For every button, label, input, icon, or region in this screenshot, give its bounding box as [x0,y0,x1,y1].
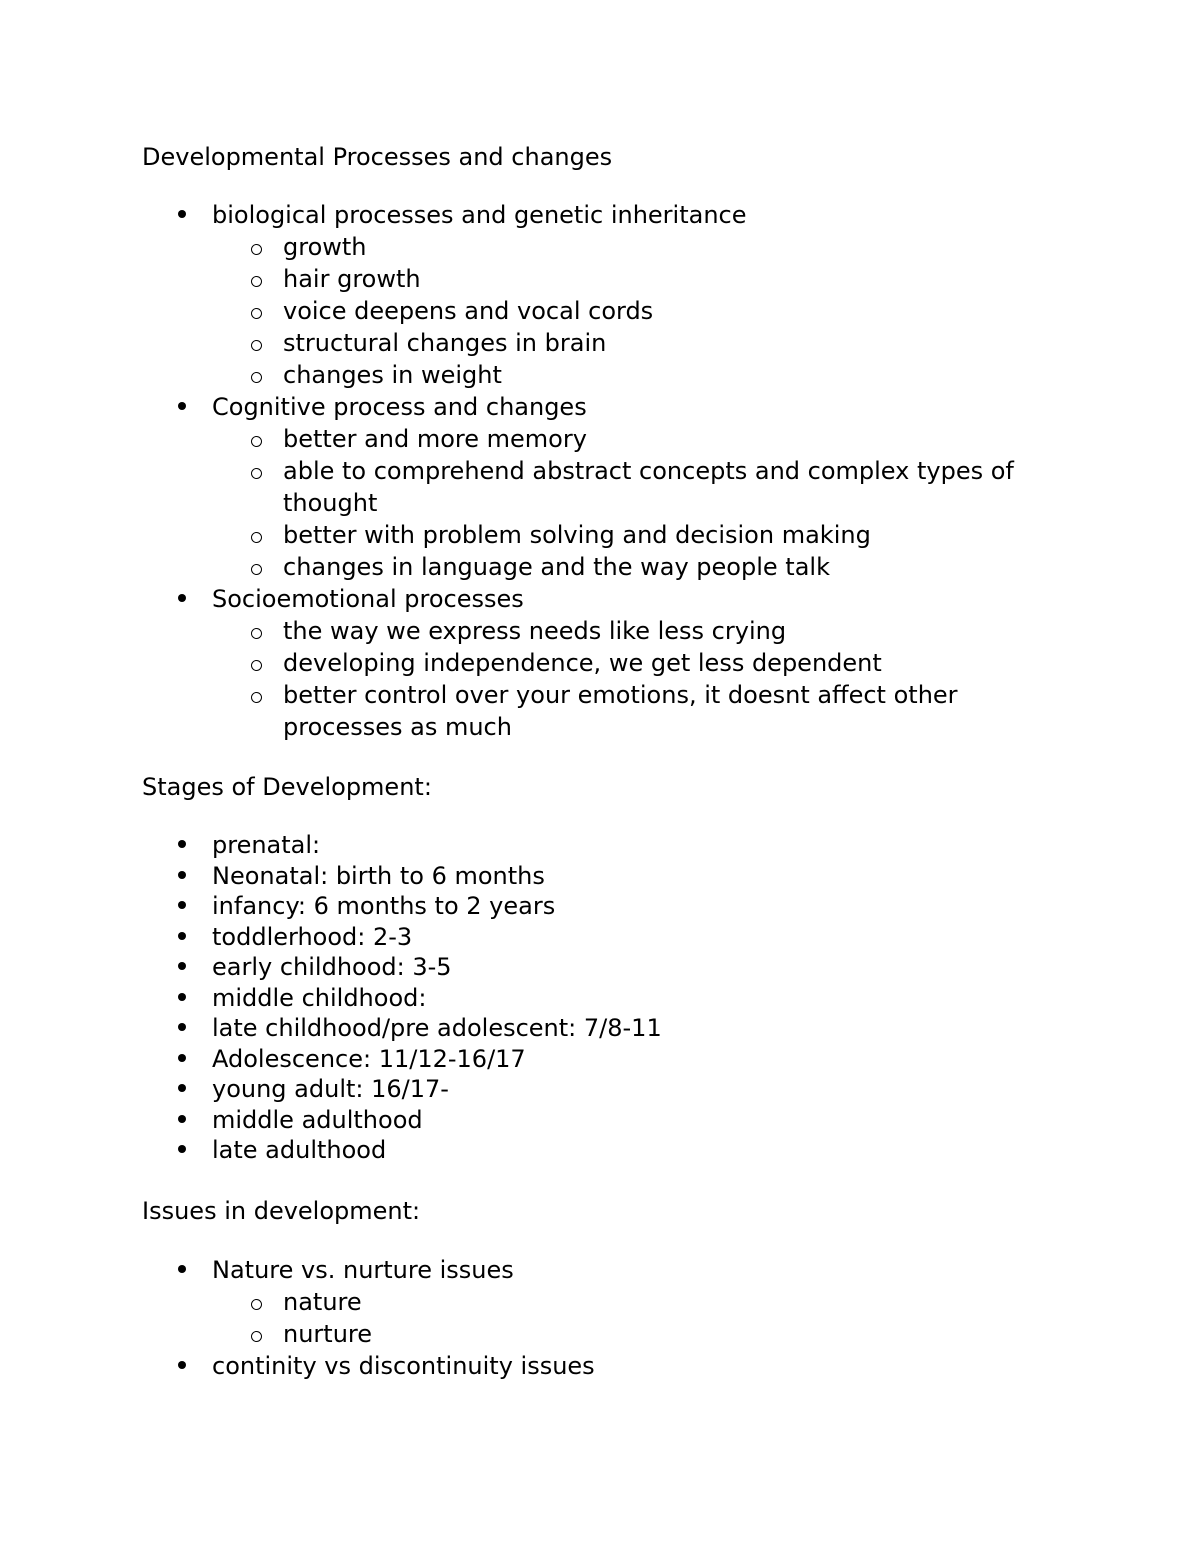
section-heading-processes: Developmental Processes and changes [142,143,613,171]
bullet-icon [172,1105,192,1136]
list-item-label: late adulthood [212,1136,387,1164]
sub-list-item [0,231,1073,263]
list-item [0,1254,1200,1350]
sub-list-item [0,423,1073,455]
sub-list-item-label: developing independence, we get less dependent [283,649,882,677]
list-item [0,1350,1200,1382]
list-item [0,861,1200,892]
sub-list [212,423,1200,583]
sub-list-item-label: changes in language and the way people talk [283,553,830,581]
circle-bullet-icon [246,455,266,487]
sub-list-item [0,551,1073,583]
sub-list-item-label: nurture [283,1320,373,1348]
sub-list [212,615,1200,743]
list-item-label: continity vs discontinuity issues [212,1352,595,1380]
sub-list-item [0,1318,1073,1350]
bullet-icon [172,891,192,922]
list-item-label: middle adulthood [212,1105,423,1134]
list-item-label: early childhood: 3-5 [212,953,452,981]
circle-bullet-icon [246,295,266,327]
list-item [0,830,1200,861]
sub-list-item [0,295,1073,327]
circle-bullet-icon [246,551,266,583]
list-item-label: Socioemotional processes [212,585,524,613]
bullet-icon [172,1350,192,1382]
bullet-icon [172,1254,192,1286]
circle-bullet-icon [246,615,266,647]
bullet-icon [172,1044,192,1075]
list-item [0,1013,1200,1044]
sub-list-item-label: structural changes in brain [283,329,607,357]
sub-list-item [0,455,1073,519]
list-item-label: Nature vs. nurture issues [212,1256,514,1284]
circle-bullet-icon [246,1318,266,1350]
list-item [0,583,1200,743]
list-item-label: Cognitive process and changes [212,393,587,421]
bullet-icon [172,952,192,983]
sub-list-item [0,679,1073,743]
sub-list-item [0,1286,1073,1318]
bullet-icon [172,983,192,1014]
bullet-icon [172,391,192,423]
list-item-label: middle childhood: [212,983,427,1012]
circle-bullet-icon [246,231,266,263]
sub-list-item-label: able to comprehend abstract concepts and complex types of thought [283,457,1014,517]
circle-bullet-icon [246,1286,266,1318]
sub-list-item-label: voice deepens and vocal cords [283,297,654,325]
bullet-icon [172,1013,192,1044]
sub-list-item-label: nature [283,1288,362,1316]
sub-list [212,1286,1200,1350]
circle-bullet-icon [246,647,266,679]
sub-list [212,231,1200,391]
sub-list-item [0,647,1073,679]
list-item-label: late childhood/pre adolescent: 7/8-11 [212,1014,662,1042]
process-list [0,199,1200,743]
bullet-icon [172,583,192,615]
list-item [0,1044,1200,1075]
bullet-icon [172,1074,192,1105]
list-item-label: young adult: 16/17- [212,1075,449,1103]
circle-bullet-icon [246,327,266,359]
list-item-label: Neonatal: birth to 6 months [212,861,545,890]
stages-list [0,830,1200,1166]
list-item [0,1074,1200,1105]
circle-bullet-icon [246,519,266,551]
bullet-icon [172,1135,192,1166]
sub-list-item-label: growth [283,233,367,261]
bullet-icon [172,922,192,953]
sub-list-item [0,519,1073,551]
bullet-icon [172,199,192,231]
circle-bullet-icon [246,679,266,711]
list-item [0,952,1200,983]
list-item-label: toddlerhood: 2-3 [212,922,413,951]
sub-list-item-label: better and more memory [283,425,587,453]
circle-bullet-icon [246,423,266,455]
list-item [0,891,1200,922]
sub-list-item [0,263,1073,295]
sub-list-item [0,359,1073,391]
sub-list-item-label: hair growth [283,265,421,293]
list-item [0,199,1200,391]
section-heading-stages: Stages of Development: [142,773,432,801]
sub-list-item-label: better control over your emotions, it doesnt affect other processes as much [283,681,958,741]
list-item-label: Adolescence: 11/12-16/17 [212,1044,526,1073]
section-heading-issues: Issues in development: [142,1197,421,1225]
list-item [0,1105,1200,1136]
list-item [0,922,1200,953]
bullet-icon [172,830,192,861]
list-item-label: biological processes and genetic inheritance [212,201,747,229]
circle-bullet-icon [246,263,266,295]
issues-list [0,1254,1200,1382]
list-item-label: infancy: 6 months to 2 years [212,892,556,920]
sub-list-item-label: changes in weight [283,361,502,389]
sub-list-item-label: the way we express needs like less crying [283,617,787,645]
list-item-label: prenatal: [212,831,321,859]
circle-bullet-icon [246,359,266,391]
list-item [0,1135,1200,1166]
list-item [0,391,1200,583]
sub-list-item [0,327,1073,359]
sub-list-item [0,615,1073,647]
sub-list-item-label: better with problem solving and decision making [283,521,871,549]
bullet-icon [172,861,192,892]
list-item [0,983,1200,1014]
